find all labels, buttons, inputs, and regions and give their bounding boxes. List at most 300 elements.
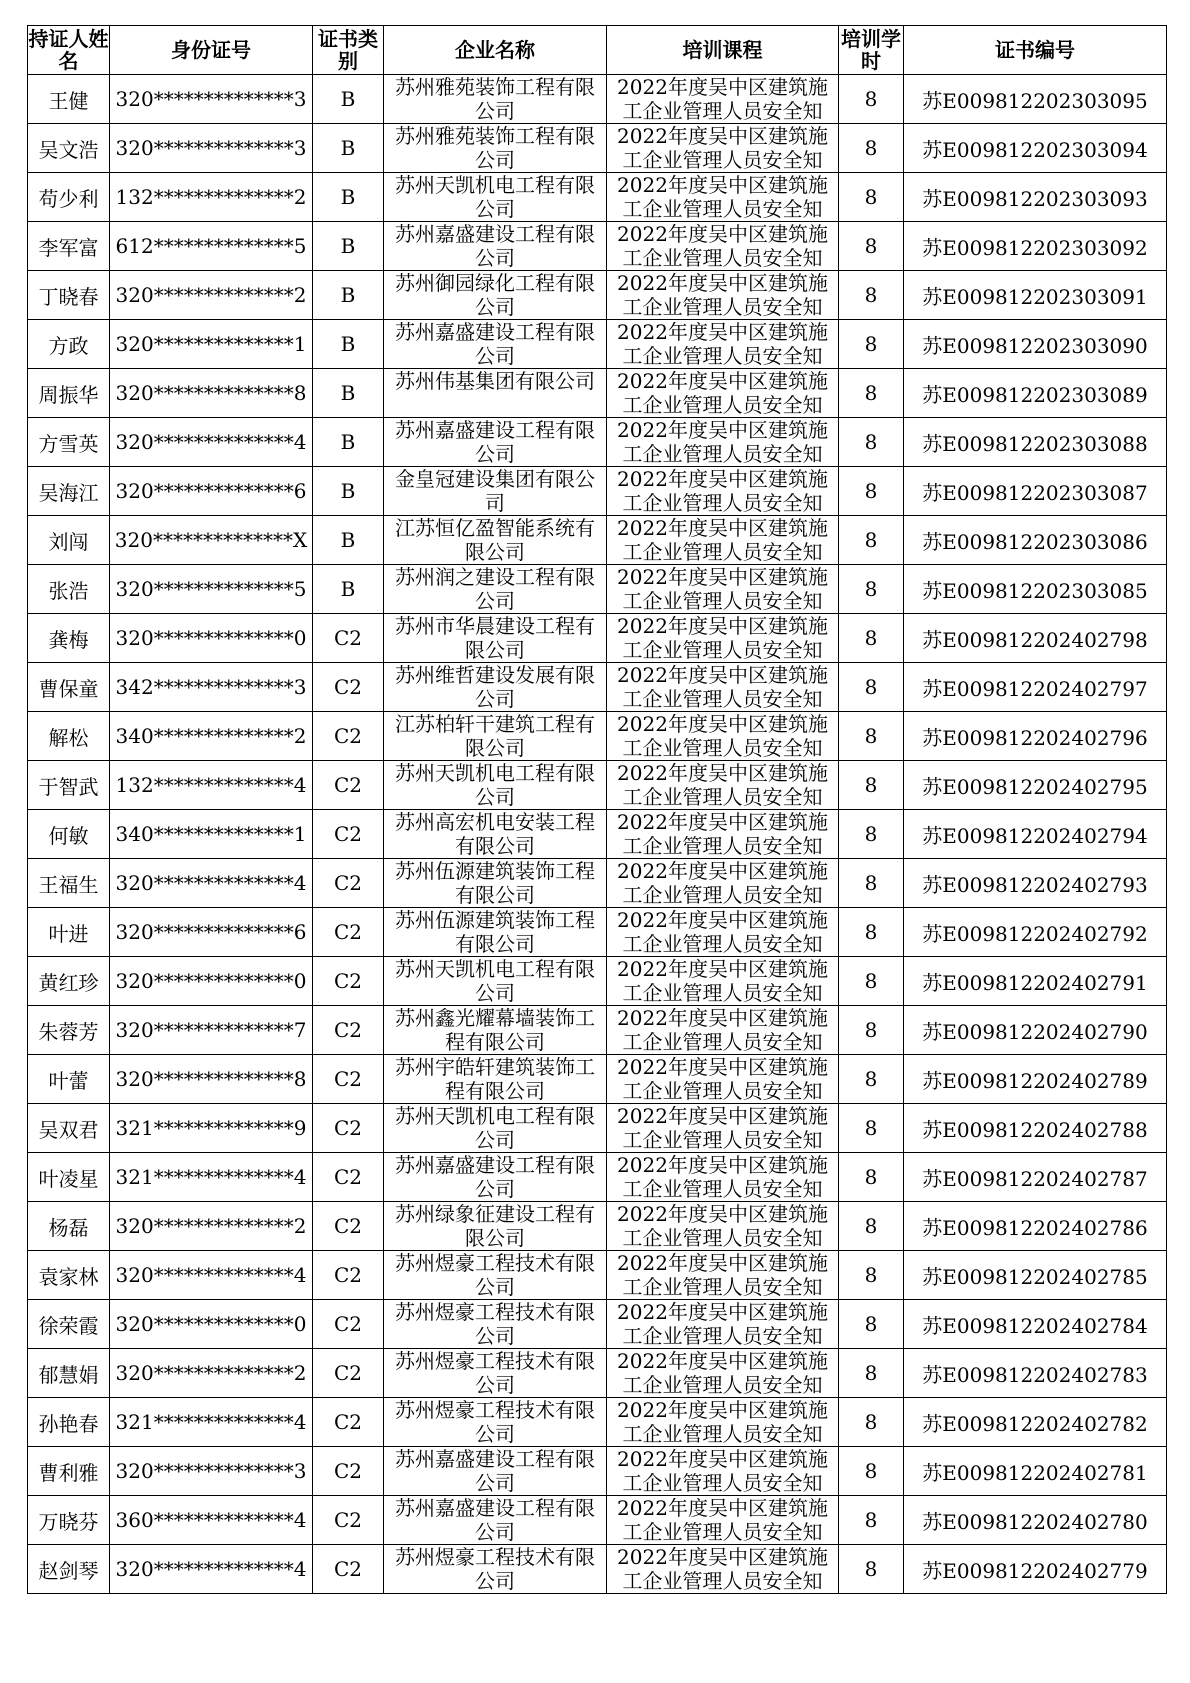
- company-name: [384, 1055, 607, 1104]
- course-name: [607, 1202, 839, 1251]
- cert-number: 苏E009812202303093: [904, 173, 1167, 222]
- holder-name: 叶蕾: [28, 1055, 110, 1104]
- training-hours: 8: [839, 1447, 904, 1496]
- company-name-text: 苏州伍源建筑装饰工程有限公司: [395, 908, 595, 956]
- course-name: [607, 1300, 839, 1349]
- company-name-text: 苏州宇皓轩建筑装饰工程有限公司: [395, 1055, 595, 1103]
- cert-type: B: [313, 124, 384, 173]
- table-row: [28, 908, 1167, 957]
- cert-number: 苏E009812202402791: [904, 957, 1167, 1006]
- course-name: [607, 173, 839, 222]
- course-name-text: 2022年度吴中区建筑施工企业管理人员安全知: [617, 418, 828, 466]
- cert-type: C2: [313, 663, 384, 712]
- company-name-text: 苏州雅苑装饰工程有限公司: [395, 124, 595, 172]
- cert-number: 苏E009812202402789: [904, 1055, 1167, 1104]
- holder-name: 周振华: [28, 369, 110, 418]
- training-hours: 8: [839, 859, 904, 908]
- company-name-text: 金皇冠建设集团有限公司: [395, 467, 595, 515]
- header-id: 身份证号: [110, 26, 313, 75]
- course-name: [607, 614, 839, 663]
- course-name-text: 2022年度吴中区建筑施工企业管理人员安全知: [617, 124, 828, 172]
- course-name-text: 2022年度吴中区建筑施工企业管理人员安全知: [617, 1006, 828, 1054]
- table-row: [28, 369, 1167, 418]
- table-row: [28, 957, 1167, 1006]
- table-body: [28, 75, 1167, 1594]
- company-name-text: 苏州天凯机电工程有限公司: [395, 173, 595, 221]
- cert-type: C2: [313, 1300, 384, 1349]
- holder-name: 龚梅: [28, 614, 110, 663]
- company-name-text: 江苏柏轩干建筑工程有限公司: [395, 712, 595, 760]
- cert-number: 苏E009812202303094: [904, 124, 1167, 173]
- course-name: [607, 124, 839, 173]
- company-name: [384, 908, 607, 957]
- holder-name: 赵剑琴: [28, 1545, 110, 1594]
- course-name-text: 2022年度吴中区建筑施工企业管理人员安全知: [617, 565, 828, 613]
- course-name-text: 2022年度吴中区建筑施工企业管理人员安全知: [617, 1496, 828, 1544]
- header-name: 持证人姓名: [28, 27, 109, 73]
- company-name-text: 苏州伟基集团有限公司: [395, 369, 595, 393]
- holder-name: 杨磊: [28, 1202, 110, 1251]
- company-name: [384, 810, 607, 859]
- course-name: [607, 1055, 839, 1104]
- company-name: [384, 761, 607, 810]
- company-name-text: 苏州嘉盛建设工程有限公司: [395, 1153, 595, 1201]
- table-row: [28, 1398, 1167, 1447]
- course-name: [607, 712, 839, 761]
- cert-number: 苏E009812202402784: [904, 1300, 1167, 1349]
- cert-number: 苏E009812202402779: [904, 1545, 1167, 1594]
- company-name-text: 苏州嘉盛建设工程有限公司: [395, 222, 595, 270]
- course-name-text: 2022年度吴中区建筑施工企业管理人员安全知: [617, 859, 828, 907]
- header-certno: 证书编号: [904, 26, 1167, 75]
- training-hours: 8: [839, 1153, 904, 1202]
- training-hours: 8: [839, 761, 904, 810]
- cert-number: 苏E009812202402785: [904, 1251, 1167, 1300]
- cert-number: 苏E009812202402786: [904, 1202, 1167, 1251]
- cert-type: B: [313, 75, 384, 124]
- company-name: [384, 271, 607, 320]
- cert-number: 苏E009812202402796: [904, 712, 1167, 761]
- company-name-text: 苏州嘉盛建设工程有限公司: [395, 1447, 595, 1495]
- cert-type: C2: [313, 1545, 384, 1594]
- training-hours: 8: [839, 1055, 904, 1104]
- course-name: [607, 1006, 839, 1055]
- company-name: [384, 1006, 607, 1055]
- company-name-text: 苏州天凯机电工程有限公司: [395, 1104, 595, 1152]
- course-name: [607, 75, 839, 124]
- table-row: [28, 124, 1167, 173]
- course-name-text: 2022年度吴中区建筑施工企业管理人员安全知: [617, 1153, 828, 1201]
- training-hours: 8: [839, 1006, 904, 1055]
- company-name-text: 苏州天凯机电工程有限公司: [395, 957, 595, 1005]
- training-hours: 8: [839, 271, 904, 320]
- id-number: 320**************8: [110, 1055, 313, 1104]
- course-name: [607, 1398, 839, 1447]
- course-name-text: 2022年度吴中区建筑施工企业管理人员安全知: [617, 1251, 828, 1299]
- course-name-text: 2022年度吴中区建筑施工企业管理人员安全知: [617, 810, 828, 858]
- table-row: [28, 1251, 1167, 1300]
- table-row: [28, 1496, 1167, 1545]
- training-hours: 8: [839, 75, 904, 124]
- training-hours: 8: [839, 124, 904, 173]
- company-name-text: 苏州嘉盛建设工程有限公司: [395, 418, 595, 466]
- training-hours: 8: [839, 369, 904, 418]
- table-row: [28, 1055, 1167, 1104]
- holder-name: 万晓芬: [28, 1496, 110, 1545]
- holder-name: 王健: [28, 75, 110, 124]
- course-name-text: 2022年度吴中区建筑施工企业管理人员安全知: [617, 1545, 828, 1593]
- table-row: [28, 516, 1167, 565]
- holder-name: 袁家林: [28, 1251, 110, 1300]
- training-hours: 8: [839, 810, 904, 859]
- cert-type: C2: [313, 1202, 384, 1251]
- company-name-text: 苏州嘉盛建设工程有限公司: [395, 1496, 595, 1544]
- course-name: [607, 516, 839, 565]
- header-course: 培训课程: [607, 26, 839, 75]
- company-name: [384, 614, 607, 663]
- training-hours: 8: [839, 467, 904, 516]
- table-row: [28, 1006, 1167, 1055]
- table-row: [28, 467, 1167, 516]
- course-name: [607, 1251, 839, 1300]
- company-name: [384, 957, 607, 1006]
- cert-type: C2: [313, 1104, 384, 1153]
- training-hours: 8: [839, 1398, 904, 1447]
- table-row: [28, 1202, 1167, 1251]
- id-number: 321**************4: [110, 1153, 313, 1202]
- company-name-text: 苏州嘉盛建设工程有限公司: [395, 320, 595, 368]
- table-row: [28, 565, 1167, 614]
- id-number: 320**************2: [110, 1202, 313, 1251]
- course-name: [607, 761, 839, 810]
- certificate-table: [27, 25, 1167, 1594]
- course-name-text: 2022年度吴中区建筑施工企业管理人员安全知: [617, 1055, 828, 1103]
- holder-name: 王福生: [28, 859, 110, 908]
- cert-number: 苏E009812202402797: [904, 663, 1167, 712]
- company-name: [384, 418, 607, 467]
- holder-name: 苟少利: [28, 173, 110, 222]
- holder-name: 刘闯: [28, 516, 110, 565]
- id-number: 340**************2: [110, 712, 313, 761]
- cert-type: B: [313, 565, 384, 614]
- course-name-text: 2022年度吴中区建筑施工企业管理人员安全知: [617, 320, 828, 368]
- course-name-text: 2022年度吴中区建筑施工企业管理人员安全知: [617, 1349, 828, 1397]
- course-name: [607, 320, 839, 369]
- cert-number: 苏E009812202402787: [904, 1153, 1167, 1202]
- id-number: 320**************8: [110, 369, 313, 418]
- company-name-text: 苏州绿象征建设工程有限公司: [395, 1202, 595, 1250]
- company-name-text: 苏州鑫光耀幕墙装饰工程有限公司: [395, 1006, 595, 1054]
- cert-number: 苏E009812202303091: [904, 271, 1167, 320]
- table-row: [28, 222, 1167, 271]
- id-number: 320**************1: [110, 320, 313, 369]
- company-name-text: 苏州雅苑装饰工程有限公司: [395, 75, 595, 123]
- company-name-text: 苏州御园绿化工程有限公司: [395, 271, 595, 319]
- course-name-text: 2022年度吴中区建筑施工企业管理人员安全知: [617, 1398, 828, 1446]
- company-name-text: 苏州煜豪工程技术有限公司: [395, 1300, 595, 1348]
- training-hours: 8: [839, 1496, 904, 1545]
- cert-type: C2: [313, 1349, 384, 1398]
- company-name: [384, 320, 607, 369]
- header-row: [28, 26, 1167, 75]
- course-name-text: 2022年度吴中区建筑施工企业管理人员安全知: [617, 222, 828, 270]
- id-number: 320**************5: [110, 565, 313, 614]
- cert-number: 苏E009812202303090: [904, 320, 1167, 369]
- table-row: [28, 271, 1167, 320]
- id-number: 320**************0: [110, 957, 313, 1006]
- cert-type: C2: [313, 1496, 384, 1545]
- company-name: [384, 1447, 607, 1496]
- course-name-text: 2022年度吴中区建筑施工企业管理人员安全知: [617, 908, 828, 956]
- cert-type: C2: [313, 761, 384, 810]
- training-hours: 8: [839, 320, 904, 369]
- training-hours: 8: [839, 614, 904, 663]
- table-row: [28, 761, 1167, 810]
- course-name-text: 2022年度吴中区建筑施工企业管理人员安全知: [617, 1447, 828, 1495]
- table-row: [28, 1349, 1167, 1398]
- training-hours: 8: [839, 908, 904, 957]
- course-name: [607, 467, 839, 516]
- holder-name: 朱蓉芳: [28, 1006, 110, 1055]
- id-number: 320**************3: [110, 1447, 313, 1496]
- cert-number: 苏E009812202402790: [904, 1006, 1167, 1055]
- company-name: [384, 1398, 607, 1447]
- cert-type: B: [313, 271, 384, 320]
- holder-name: 叶凌星: [28, 1153, 110, 1202]
- course-name-text: 2022年度吴中区建筑施工企业管理人员安全知: [617, 271, 828, 319]
- cert-number: 苏E009812202303087: [904, 467, 1167, 516]
- header-hours: 培训学时: [839, 26, 904, 75]
- id-number: 320**************4: [110, 859, 313, 908]
- cert-number: 苏E009812202402783: [904, 1349, 1167, 1398]
- holder-name: 曹保童: [28, 663, 110, 712]
- company-name-text: 苏州润之建设工程有限公司: [395, 565, 595, 613]
- holder-name: 丁晓春: [28, 271, 110, 320]
- company-name: [384, 1251, 607, 1300]
- table-row: [28, 1300, 1167, 1349]
- company-name-text: 苏州伍源建筑装饰工程有限公司: [395, 859, 595, 907]
- table-row: [28, 663, 1167, 712]
- id-number: 320**************2: [110, 1349, 313, 1398]
- training-hours: 8: [839, 1104, 904, 1153]
- table-row: [28, 1104, 1167, 1153]
- cert-type: C2: [313, 957, 384, 1006]
- cert-type: C2: [313, 1447, 384, 1496]
- id-number: 320**************X: [110, 516, 313, 565]
- cert-type: C2: [313, 1006, 384, 1055]
- id-number: 320**************6: [110, 908, 313, 957]
- course-name: [607, 810, 839, 859]
- id-number: 321**************4: [110, 1398, 313, 1447]
- cert-type: C2: [313, 810, 384, 859]
- company-name: [384, 712, 607, 761]
- holder-name: 方政: [28, 320, 110, 369]
- cert-number: 苏E009812202303095: [904, 75, 1167, 124]
- company-name-text: 苏州高宏机电安装工程有限公司: [395, 810, 595, 858]
- cert-number: 苏E009812202303092: [904, 222, 1167, 271]
- cert-type: C2: [313, 859, 384, 908]
- holder-name: 何敏: [28, 810, 110, 859]
- table-row: [28, 173, 1167, 222]
- cert-number: 苏E009812202303086: [904, 516, 1167, 565]
- cert-type: C2: [313, 614, 384, 663]
- id-number: 320**************6: [110, 467, 313, 516]
- company-name: [384, 565, 607, 614]
- course-name-text: 2022年度吴中区建筑施工企业管理人员安全知: [617, 712, 828, 760]
- cert-type: B: [313, 222, 384, 271]
- table-row: [28, 1153, 1167, 1202]
- training-hours: 8: [839, 1545, 904, 1594]
- company-name: [384, 1104, 607, 1153]
- company-name-text: 苏州维哲建设发展有限公司: [395, 663, 595, 711]
- training-hours: 8: [839, 1349, 904, 1398]
- company-name-text: 苏州天凯机电工程有限公司: [395, 761, 595, 809]
- id-number: 132**************2: [110, 173, 313, 222]
- holder-name: 黄红珍: [28, 957, 110, 1006]
- course-name: [607, 663, 839, 712]
- company-name-text: 苏州煜豪工程技术有限公司: [395, 1251, 595, 1299]
- table-row: [28, 810, 1167, 859]
- cert-number: 苏E009812202303088: [904, 418, 1167, 467]
- header-company: 企业名称: [384, 26, 607, 75]
- cert-type: B: [313, 369, 384, 418]
- course-name: [607, 1153, 839, 1202]
- training-hours: 8: [839, 516, 904, 565]
- course-name: [607, 859, 839, 908]
- table-row: [28, 1545, 1167, 1594]
- cert-type: B: [313, 320, 384, 369]
- id-number: 320**************4: [110, 1545, 313, 1594]
- id-number: 321**************9: [110, 1104, 313, 1153]
- holder-name: 吴文浩: [28, 124, 110, 173]
- company-name: [384, 467, 607, 516]
- course-name-text: 2022年度吴中区建筑施工企业管理人员安全知: [617, 75, 828, 123]
- cert-type: C2: [313, 1153, 384, 1202]
- course-name: [607, 957, 839, 1006]
- course-name: [607, 908, 839, 957]
- company-name: [384, 1496, 607, 1545]
- holder-name: 解松: [28, 712, 110, 761]
- id-number: 132**************4: [110, 761, 313, 810]
- course-name: [607, 418, 839, 467]
- cert-number: 苏E009812202402781: [904, 1447, 1167, 1496]
- company-name: [384, 222, 607, 271]
- cert-number: 苏E009812202402782: [904, 1398, 1167, 1447]
- table-row: [28, 859, 1167, 908]
- course-name: [607, 1496, 839, 1545]
- company-name: [384, 369, 607, 418]
- company-name: [384, 1153, 607, 1202]
- table-row: [28, 418, 1167, 467]
- cert-type: B: [313, 467, 384, 516]
- training-hours: 8: [839, 222, 904, 271]
- holder-name: 郁慧娟: [28, 1349, 110, 1398]
- company-name: [384, 1349, 607, 1398]
- training-hours: 8: [839, 565, 904, 614]
- course-name-text: 2022年度吴中区建筑施工企业管理人员安全知: [617, 957, 828, 1005]
- course-name-text: 2022年度吴中区建筑施工企业管理人员安全知: [617, 761, 828, 809]
- table-row: [28, 712, 1167, 761]
- cert-number: 苏E009812202402798: [904, 614, 1167, 663]
- id-number: 342**************3: [110, 663, 313, 712]
- cert-type: C2: [313, 1251, 384, 1300]
- company-name-text: 苏州市华晨建设工程有限公司: [395, 614, 595, 662]
- holder-name: 吴双君: [28, 1104, 110, 1153]
- holder-name: 张浩: [28, 565, 110, 614]
- holder-name: 曹利雅: [28, 1447, 110, 1496]
- course-name-text: 2022年度吴中区建筑施工企业管理人员安全知: [617, 369, 828, 417]
- company-name: [384, 173, 607, 222]
- cert-number: 苏E009812202402794: [904, 810, 1167, 859]
- cert-type: C2: [313, 1398, 384, 1447]
- cert-number: 苏E009812202402780: [904, 1496, 1167, 1545]
- id-number: 320**************2: [110, 271, 313, 320]
- header-type: 证书类别: [313, 26, 384, 75]
- cert-number: 苏E009812202303089: [904, 369, 1167, 418]
- company-name-text: 苏州煜豪工程技术有限公司: [395, 1545, 595, 1593]
- id-number: 340**************1: [110, 810, 313, 859]
- cert-number: 苏E009812202402788: [904, 1104, 1167, 1153]
- holder-name: 吴海江: [28, 467, 110, 516]
- cert-type: C2: [313, 908, 384, 957]
- course-name-text: 2022年度吴中区建筑施工企业管理人员安全知: [617, 663, 828, 711]
- course-name-text: 2022年度吴中区建筑施工企业管理人员安全知: [617, 614, 828, 662]
- holder-name: 于智武: [28, 761, 110, 810]
- course-name: [607, 565, 839, 614]
- training-hours: 8: [839, 418, 904, 467]
- cert-type: B: [313, 516, 384, 565]
- cert-type: C2: [313, 1055, 384, 1104]
- id-number: 320**************0: [110, 614, 313, 663]
- course-name: [607, 1447, 839, 1496]
- cert-type: C2: [313, 712, 384, 761]
- id-number: 320**************3: [110, 75, 313, 124]
- training-hours: 8: [839, 1300, 904, 1349]
- id-number: 360**************4: [110, 1496, 313, 1545]
- id-number: 612**************5: [110, 222, 313, 271]
- company-name: [384, 663, 607, 712]
- company-name: [384, 1545, 607, 1594]
- cert-number: 苏E009812202402795: [904, 761, 1167, 810]
- course-name-text: 2022年度吴中区建筑施工企业管理人员安全知: [617, 467, 828, 515]
- course-name: [607, 271, 839, 320]
- table-row: [28, 614, 1167, 663]
- company-name: [384, 859, 607, 908]
- holder-name: 叶进: [28, 908, 110, 957]
- training-hours: 8: [839, 1251, 904, 1300]
- cert-type: B: [313, 418, 384, 467]
- table-row: [28, 320, 1167, 369]
- cert-number: 苏E009812202402793: [904, 859, 1167, 908]
- course-name-text: 2022年度吴中区建筑施工企业管理人员安全知: [617, 516, 828, 564]
- course-name: [607, 1545, 839, 1594]
- training-hours: 8: [839, 173, 904, 222]
- company-name: [384, 516, 607, 565]
- company-name-text: 江苏恒亿盈智能系统有限公司: [395, 516, 595, 564]
- course-name-text: 2022年度吴中区建筑施工企业管理人员安全知: [617, 1300, 828, 1348]
- table-row: [28, 75, 1167, 124]
- company-name: [384, 124, 607, 173]
- course-name: [607, 1349, 839, 1398]
- course-name: [607, 369, 839, 418]
- id-number: 320**************4: [110, 1251, 313, 1300]
- training-hours: 8: [839, 712, 904, 761]
- company-name: [384, 1202, 607, 1251]
- course-name: [607, 222, 839, 271]
- table-row: [28, 1447, 1167, 1496]
- company-name-text: 苏州煜豪工程技术有限公司: [395, 1349, 595, 1397]
- company-name-text: 苏州煜豪工程技术有限公司: [395, 1398, 595, 1446]
